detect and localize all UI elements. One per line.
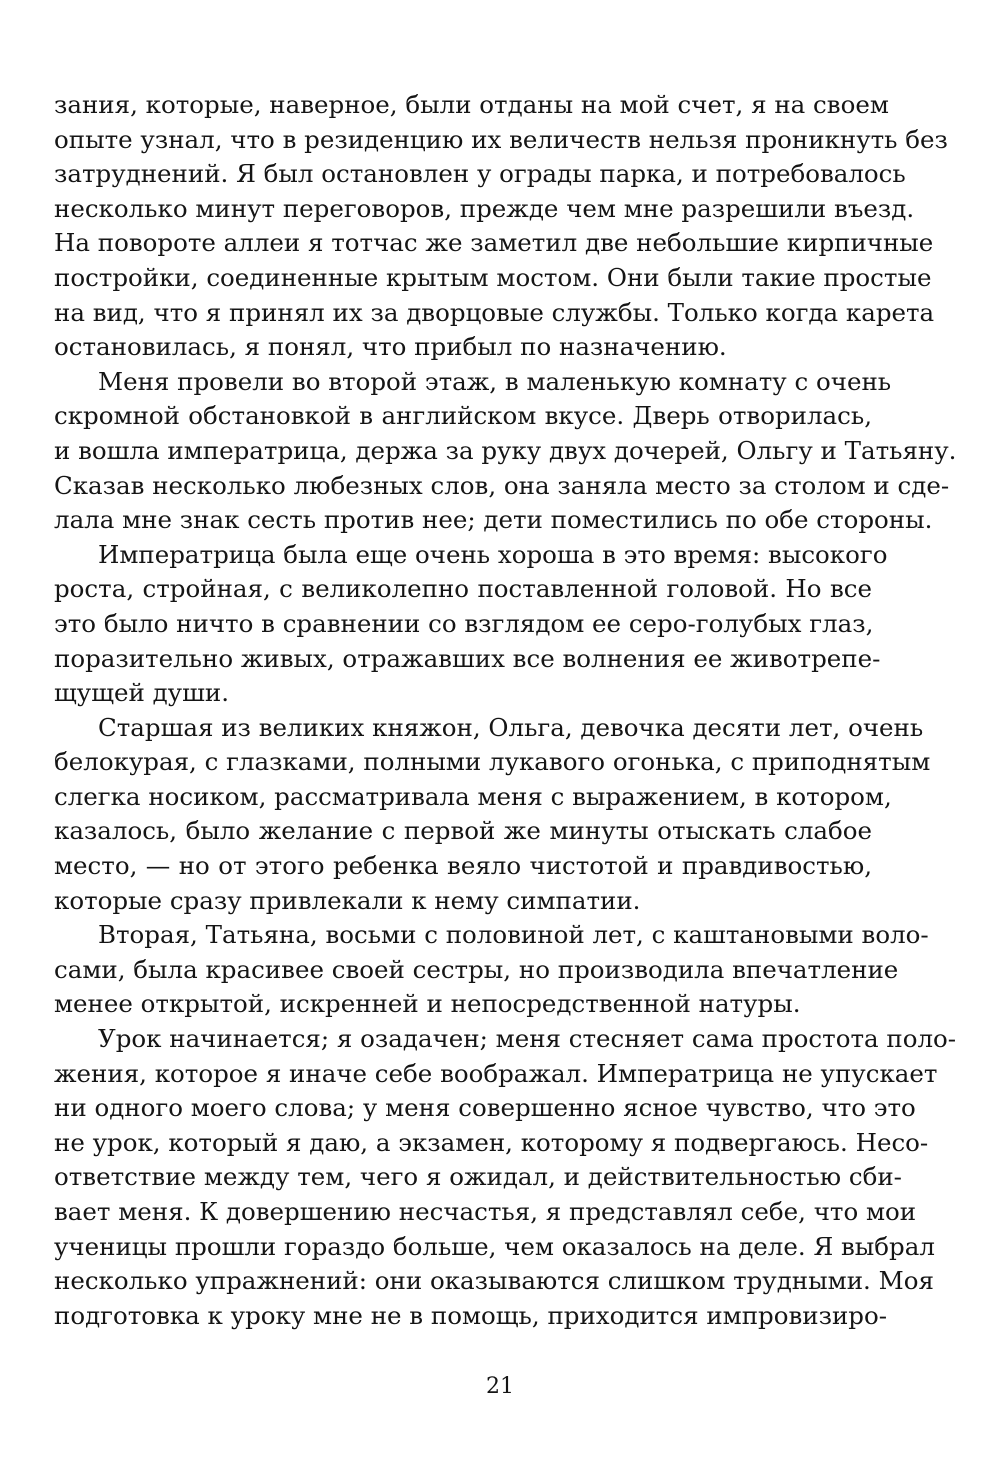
paragraph-first-line: Императрица была еще очень хороша в это время: высокого (98, 539, 888, 569)
text-line: щущей души. (54, 678, 229, 708)
text-line: слегка носиком, рассматривала меня с выражением, в котором, (54, 781, 892, 811)
text-line: затруднений. Я был остановлен у ограды парка, и потребовалось (54, 159, 906, 189)
text-line: на вид, что я принял их за дворцовые службы. Только когда карета (54, 297, 935, 327)
text-line: и вошла императрица, держа за руку двух дочерей, Ольгу и Татьяну. (54, 435, 957, 465)
text-line: зания, которые, наверное, были отданы на мой счет, я на своем (54, 90, 889, 119)
text-line: сами, была красивее своей сестры, но производила впечатление (54, 954, 899, 984)
paragraph-first-line: Вторая, Татьяна, восьми с половиной лет, с каштановыми воло- (98, 920, 929, 950)
text-line: место, — но от этого ребенка веяло чистотой и правдивостью, (54, 851, 872, 881)
text-line: это было ничто в сравнении со взглядом ее серо-голубых глаз, (54, 608, 874, 638)
text-line: менее открытой, искренней и непосредственной натуры. (54, 989, 801, 1019)
text-line: остановилась, я понял, что прибыл по назначению. (54, 332, 727, 362)
text-line: поразительно живых, отражавших все волнения ее животрепе- (54, 643, 881, 673)
text-line: ученицы прошли гораздо больше, чем оказалось на деле. Я выбрал (54, 1231, 935, 1261)
text-line: опыте узнал, что в резиденцию их величеств нельзя проникнуть без (54, 124, 948, 154)
text-line: Сказав несколько любезных слов, она заняла место за столом и сде- (54, 470, 950, 500)
body-text (54, 88, 957, 1333)
paragraph-first-line: Старшая из великих княжон, Ольга, девочка десяти лет, очень (98, 712, 924, 742)
text-line: скромной обстановкой в английском вкусе. Дверь отворилась, (54, 401, 872, 431)
text-line: несколько упражнений: они оказываются слишком трудными. Моя (54, 1266, 934, 1296)
page-number: 21 (486, 1374, 514, 1399)
text-line: жения, которое я иначе себе воображал. Императрица не упускает (54, 1058, 938, 1088)
paragraph-first-line: Меня провели во второй этаж, в маленькую комнату с очень (98, 366, 892, 396)
text-line: роста, стройная, с великолепно поставленной головой. Но все (54, 574, 872, 604)
text-line: несколько минут переговоров, прежде чем мне разрешили въезд. (54, 193, 915, 223)
text-line: ни одного моего слова; у меня совершенно ясное чувство, что это (54, 1093, 916, 1123)
text-line: вает меня. К довершению несчастья, я представлял себе, что мои (54, 1197, 917, 1226)
text-line: подготовка к уроку мне не в помощь, приходится импровизиро- (54, 1300, 887, 1330)
text-line: На повороте аллеи я тотчас же заметил две небольшие кирпичные (54, 228, 934, 258)
text-line: белокурая, с глазками, полными лукавого огонька, с приподнятым (54, 747, 931, 777)
text-line: ответствие между тем, чего я ожидал, и действительностью сби- (54, 1162, 902, 1192)
paragraph-first-line: Урок начинается; я озадачен; меня стесняет сама простота поло- (98, 1024, 957, 1054)
text-line: постройки, соединенные крытым мостом. Они были такие простые (54, 262, 932, 292)
text-line: не урок, который я даю, а экзамен, которому я подвергаюсь. Несо- (54, 1127, 929, 1157)
text-line: которые сразу привлекали к нему симпатии. (54, 885, 641, 915)
text-line: казалось, было желание с первой же минуты отыскать слабое (54, 816, 872, 846)
text-line: лала мне знак сесть против нее; дети поместились по обе стороны. (54, 505, 933, 535)
